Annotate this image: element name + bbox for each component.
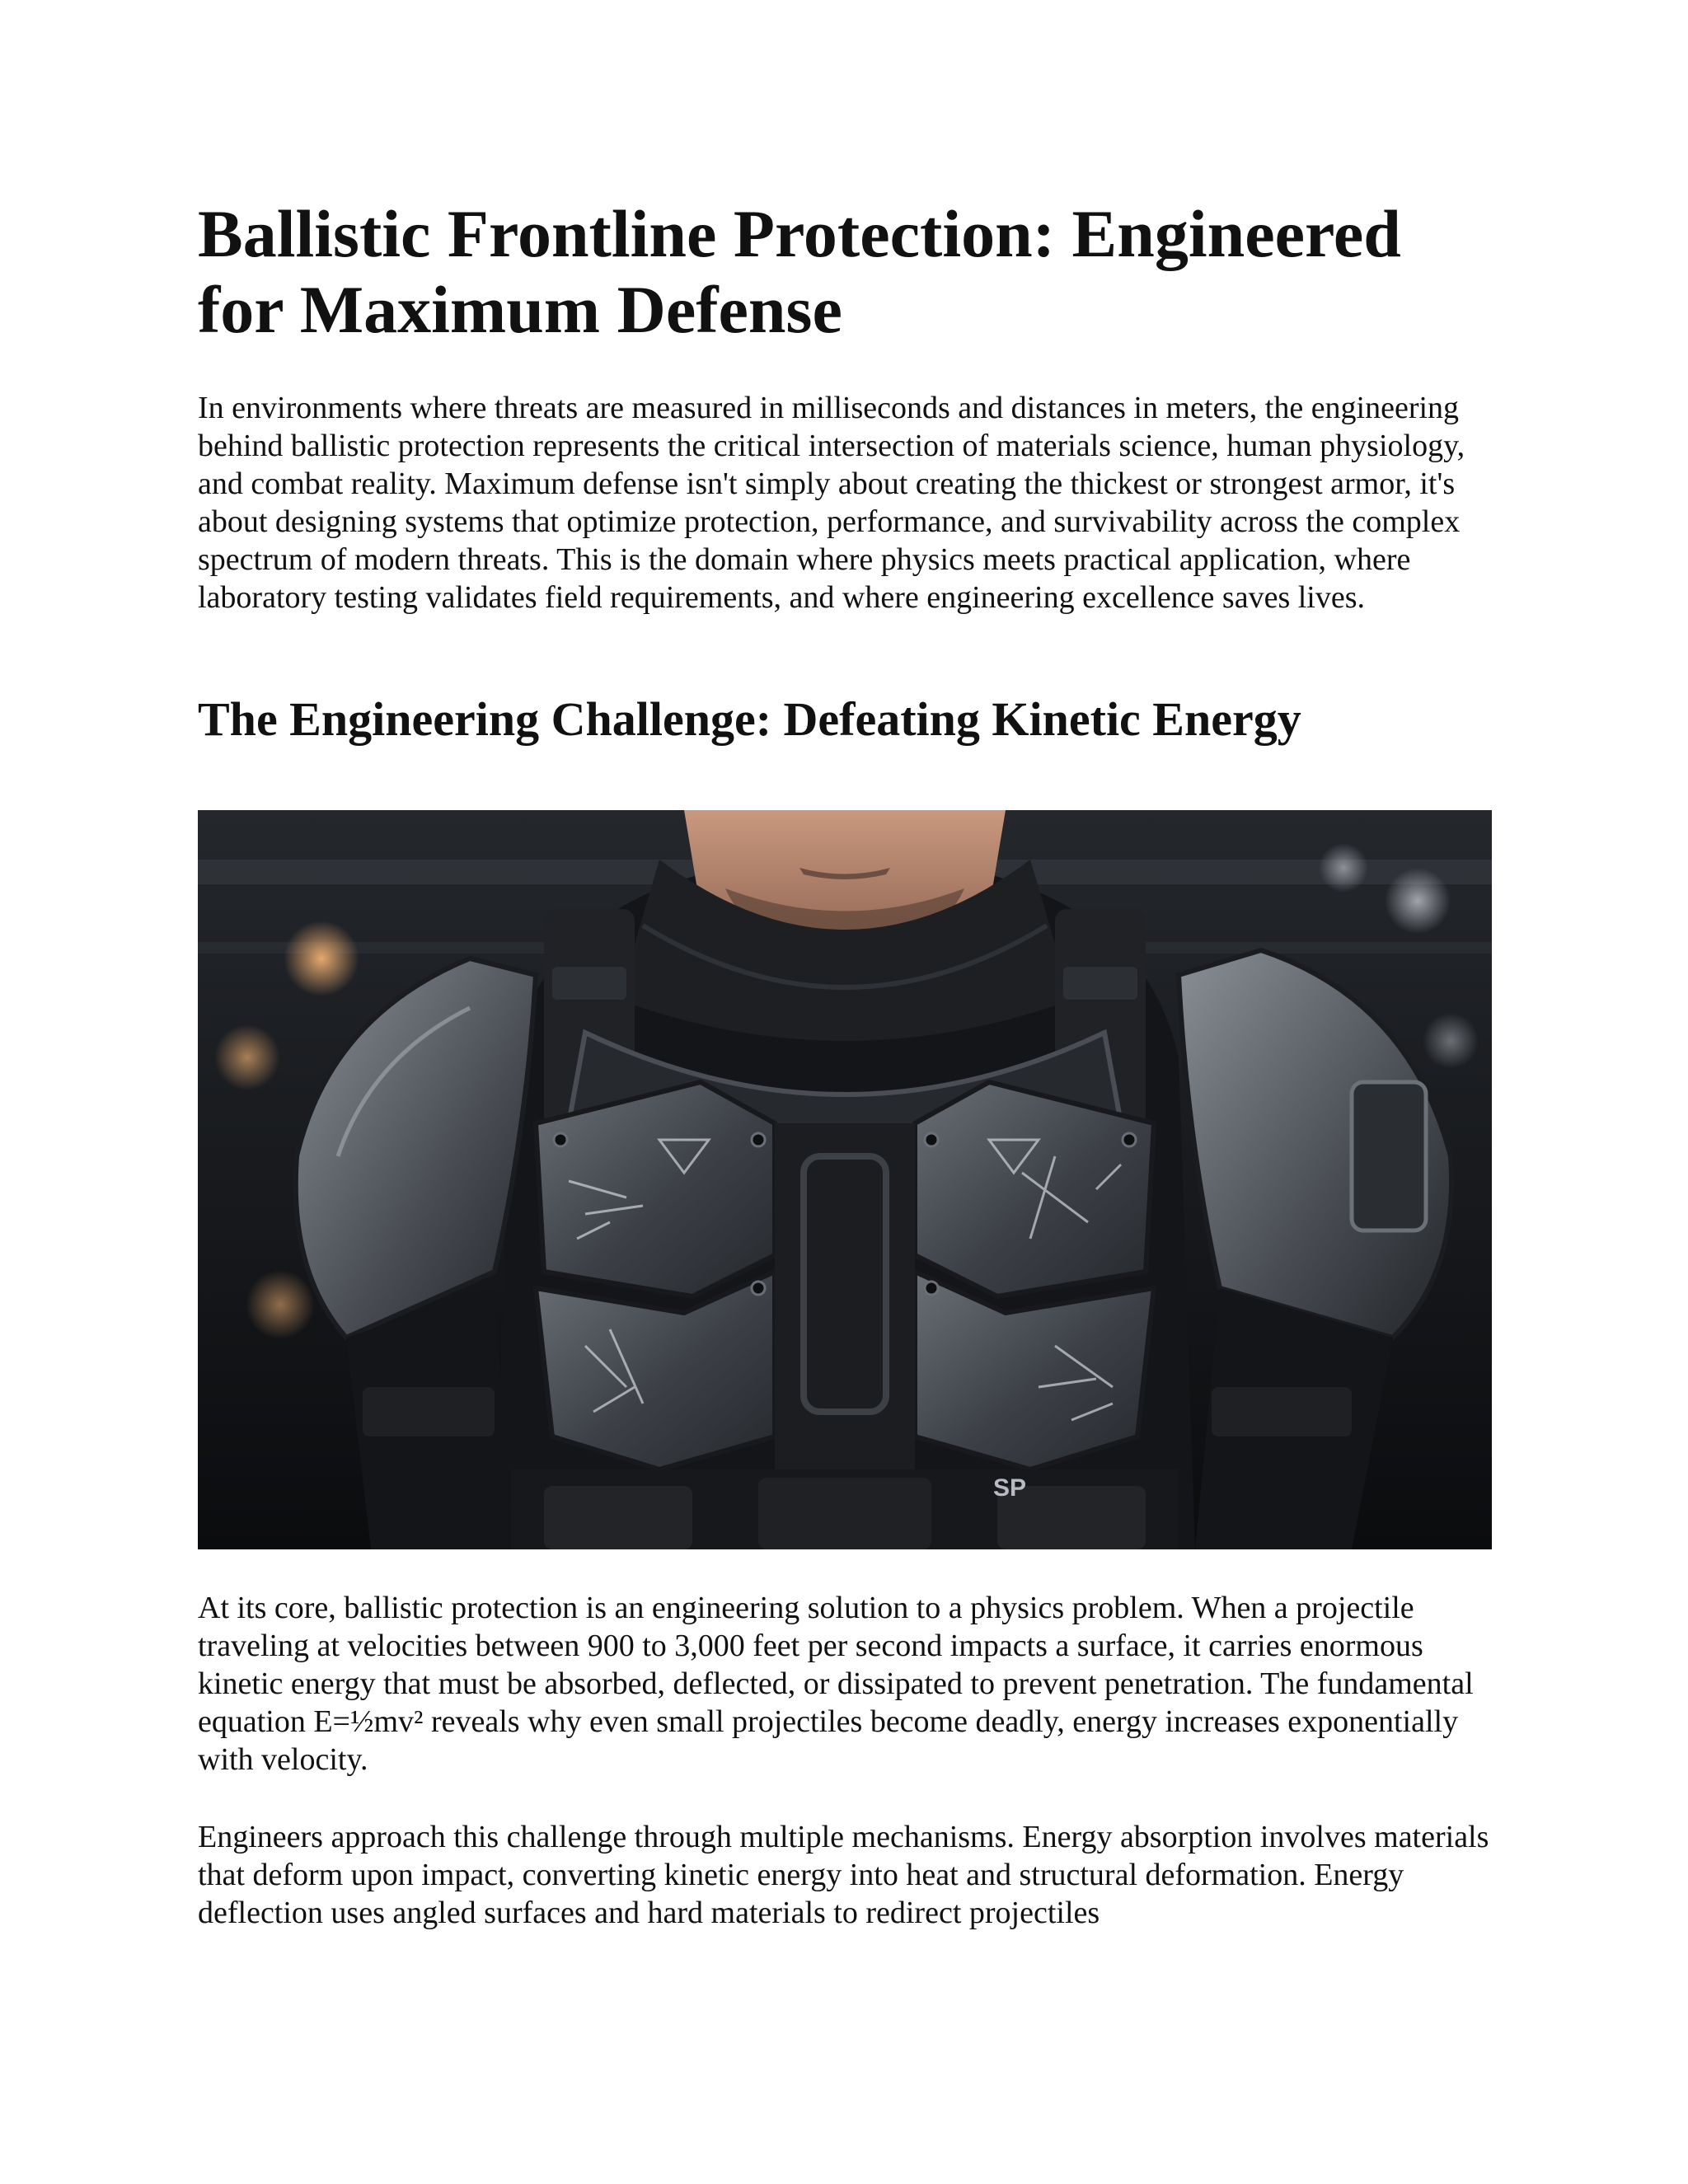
- section-heading: The Engineering Challenge: Defeating Kinetic Energy: [198, 692, 1301, 746]
- body-paragraph-continued: Engineers approach this challenge through multiple mechanisms. Energy absorption involves materials that deform upon impact, converting kinetic energy into heat and structural deformation. Energy deflection uses angled surfaces and hard materials to redirect projectiles: [198, 1820, 1489, 1930]
- vest-badge-text: SP: [992, 1474, 1027, 1502]
- armor-photo: [198, 810, 1492, 1549]
- body-armor-illustration: [198, 810, 1492, 1549]
- body-paragraph: At its core, ballistic protection is an engineering solution to a physics problem. When a projectile traveling at velocities between 900 to 3,000 feet per second impacts a surface, it carries enormous kinetic energy that must be absorbed, deflected, or dissipated to prevent penetration. The fundamental equation E=½mv² reveals why even small projectiles become deadly, energy increases exponentially with velocity.: [198, 1591, 1474, 1777]
- article-title: Ballistic Frontline Protection: Engineered for Maximum Defense: [198, 196, 1401, 347]
- intro-paragraph: In environments where threats are measured in milliseconds and distances in meters, the engineering behind ballistic protection represents the critical intersection of materials science, human physiology, and combat reality. Maximum defense isn't simply about creating the thickest or strongest armor, it's about designing systems that optimize protection, performance, and survivability across the complex spectrum of modern threats. This is the domain where physics meets practical application, where laboratory testing validates field requirements, and where engineering excellence saves lives.: [198, 391, 1465, 615]
